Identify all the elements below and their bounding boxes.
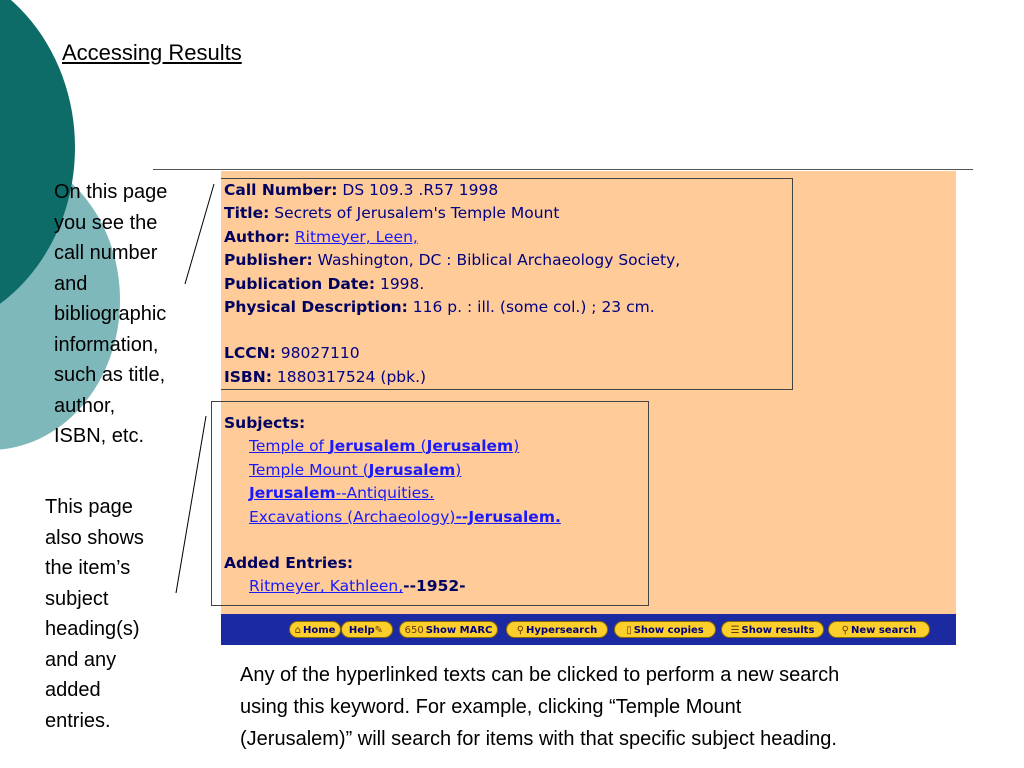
copies-icon: ▯ — [626, 625, 632, 636]
marc-icon: 650 — [404, 625, 424, 636]
slide-title: Accessing Results — [62, 40, 242, 65]
title-value: Secrets of Jerusalem's Temple Mount — [274, 204, 560, 223]
author-row: Author: Ritmeyer, Leen, — [224, 227, 418, 246]
subject-link-4[interactable]: Excavations (Archaeology)--Jerusalem. — [249, 507, 561, 526]
added-entries-heading: Added Entries: — [224, 554, 354, 573]
title-row: Title: Secrets of Jerusalem's Temple Mount — [224, 204, 560, 223]
pointer-line-biblio — [185, 184, 214, 284]
home-button[interactable]: ⌂ Home — [289, 621, 341, 638]
call-number-value: DS 109.3 .R57 1998 — [342, 181, 499, 199]
author-link[interactable]: Ritmeyer, Leen, — [294, 227, 418, 246]
lccn-row: LCCN: 98027110 — [224, 344, 360, 363]
isbn-value: 1880317524 (pbk.) — [276, 367, 427, 386]
subject-link-3[interactable]: Jerusalem--Antiquities. — [249, 484, 435, 503]
magnifier-icon: ⚲ — [841, 625, 849, 636]
hypersearch-button[interactable]: ⚲ Hypersearch — [506, 621, 608, 638]
lccn-value: 98027110 — [280, 344, 360, 363]
subject-link-2[interactable]: Temple Mount (Jerusalem) — [249, 460, 462, 479]
help-button[interactable]: Help✎ — [341, 621, 393, 638]
results-icon: ☰ — [730, 625, 740, 636]
note-hyperlinks: Any of the hyperlinked texts can be clicked to perform a new search using this keyword. For example, clicking “Temple Mount (Jerusalem)” will search for items with that specific subject heading. — [240, 664, 840, 750]
help-book-icon: ✎ — [374, 625, 384, 636]
show-results-button[interactable]: ☰ Show results — [721, 621, 824, 638]
pointer-line-subjects — [176, 416, 206, 593]
new-search-button[interactable]: ⚲ New search — [828, 621, 930, 638]
publication-date-row: Publication Date: 1998. — [224, 274, 425, 293]
home-icon: ⌂ — [294, 625, 301, 636]
added-entry-row: Ritmeyer, Kathleen,--1952- — [249, 577, 466, 596]
isbn-row: ISBN: 1880317524 (pbk.) — [224, 367, 427, 386]
show-copies-button[interactable]: ▯ Show copies — [614, 621, 716, 638]
note-bibliographic: On this page you see the call number and bibliographic information, such as title, author, ISBN, etc. — [54, 181, 168, 447]
subject-link-1[interactable]: Temple of Jerusalem (Jerusalem) — [249, 437, 520, 456]
show-marc-button[interactable]: 650 Show MARC — [399, 621, 498, 638]
physical-description-value: 116 p. : ill. (some col.) ; 23 cm. — [412, 298, 655, 317]
subjects-heading: Subjects: — [224, 414, 306, 432]
note-subjects: This page also shows the item’s subject heading(s) and any added entries. — [45, 496, 144, 732]
call-number-row: Call Number: DS 109.3 .R57 1998 — [224, 181, 499, 199]
publisher-row: Publisher: Washington, DC : Biblical Archaeology Society, — [224, 251, 681, 270]
publisher-value: Washington, DC : Biblical Archaeology Society, — [317, 251, 681, 270]
hypersearch-icon: ⚲ — [516, 625, 525, 636]
physical-description-row: Physical Description: 116 p. : ill. (some col.) ; 23 cm. — [224, 298, 655, 317]
added-entry-link[interactable]: Ritmeyer, Kathleen, — [249, 577, 404, 596]
publication-date-value: 1998. — [379, 274, 425, 293]
